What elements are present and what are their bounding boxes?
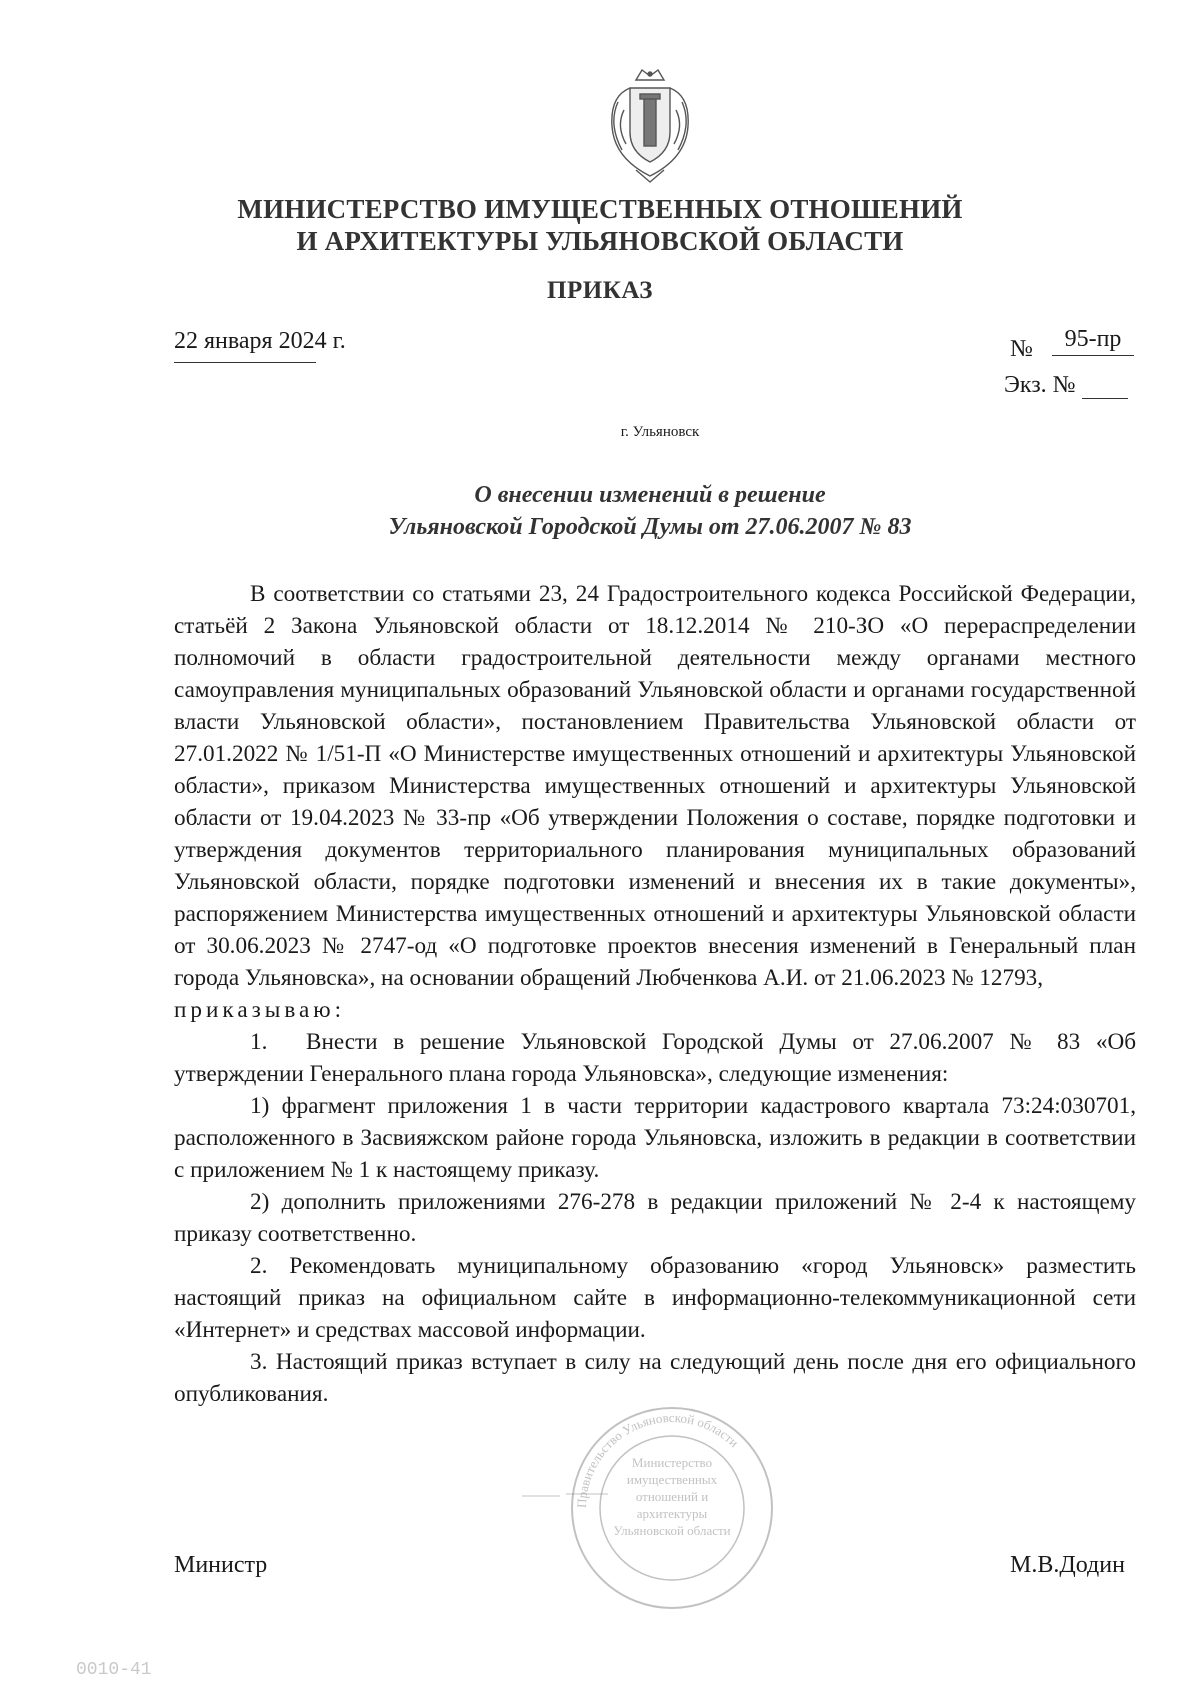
number-label: № [1010,336,1033,362]
order-word: приказываю: [174,997,346,1023]
svg-text:0010-41: 0010-41 [76,1660,152,1680]
document-body [174,578,1136,1410]
clause-1-number: 1. [250,1029,268,1055]
date-underline [174,362,316,363]
document-type: ПРИКАЗ [547,277,653,304]
document-title-line-1: О внесении изменений в решение [474,482,826,508]
coat-of-arms-emblem [596,66,704,186]
document-number: 95-пр [1052,326,1134,356]
signatory-name: М.В.Додин [1010,1552,1125,1578]
stamp-outer-text: Правительство Ульяновской области [573,1409,742,1509]
document-title-line-2: Ульяновской Городской Думы от 27.06.2007 № 83 [388,514,912,540]
city: г. Ульяновск [620,424,700,440]
registration-mark [76,1656,186,1680]
copy-number-label: Экз. № [1004,372,1076,398]
clause-1-subitem-2: 2) дополнить приложениями 276-278 в редакции приложений № 2-4 к настоящему приказу соответственно. [174,1189,1136,1247]
copy-number-blank [1082,398,1128,399]
stamp-inner-text: Министерство имущественных отношений и архитектуры Ульяновской области [613,1455,731,1538]
clause-3: 3. Настоящий приказ вступает в силу на следующий день после дня его официального опубликования. [174,1349,1136,1407]
preamble-paragraph: В соответствии со статьями 23, 24 Градостроительного кодекса Российской Федерации, статьёй 2 Закона Ульяновской области от 18.12.2014 № 210-ЗО «О перераспределении полномочий в области градостроительной деятельности между органами местного самоуправления муниципальных образований Ульяновской области и органами государственной власти Ульяновской области», постановлением Правительства Ульяновской области от 27.01.2022 № 1/51-П «О Министерстве имущественных отношений и архитектуры Ульяновской области», приказом Министерства имущественных отношений и архитектуры Ульяновской области от 19.04.2023 № 33-пр «Об утверждении Положения о составе, порядке подготовки и утверждения документов территориального планирования муниципальных образований Ульяновской области, порядке подготовки изменений и внесения их в такие документы», распоряжением Министерства имущественных отношений и архитектуры Ульяновской области от 30.06.2023 № 2747-од «О подготовке проектов внесения изменений в Генеральный план города Ульяновска», на основании обращений Любченкова А.И. от 21.06.2023 № 12793, [174,581,1136,991]
organization-name-line-2: И АРХИТЕКТУРЫ УЛЬЯНОВСКОЙ ОБЛАСТИ [296,226,904,256]
signatory-position: Министр [174,1552,268,1578]
clause-1-subitem-1: 1) фрагмент приложения 1 в части территории кадастрового квартала 73:24:030701, расположенного в Засвияжском районе города Ульяновска, изложить в редакции в соответствии с приложением № 1 к настоящему приказу. [174,1093,1136,1183]
clause-1-text: Внести в решение Ульяновской Городской Думы от 27.06.2007 № 83 «Об утверждении Генерального плана города Ульяновска», следующие изменения: [174,1029,1136,1087]
clause-1 [174,1026,1136,1090]
official-stamp [568,1404,776,1612]
clause-2: 2. Рекомендовать муниципальному образованию «город Ульяновск» разместить настоящий приказ на официальном сайте в информационно-телекоммуникационной сети «Интернет» и средствах массовой информации. [174,1253,1136,1343]
organization-name-line-1: МИНИСТЕРСТВО ИМУЩЕСТВЕННЫХ ОТНОШЕНИЙ [237,194,963,224]
document-date: 22 января 2024 г. [174,328,346,354]
